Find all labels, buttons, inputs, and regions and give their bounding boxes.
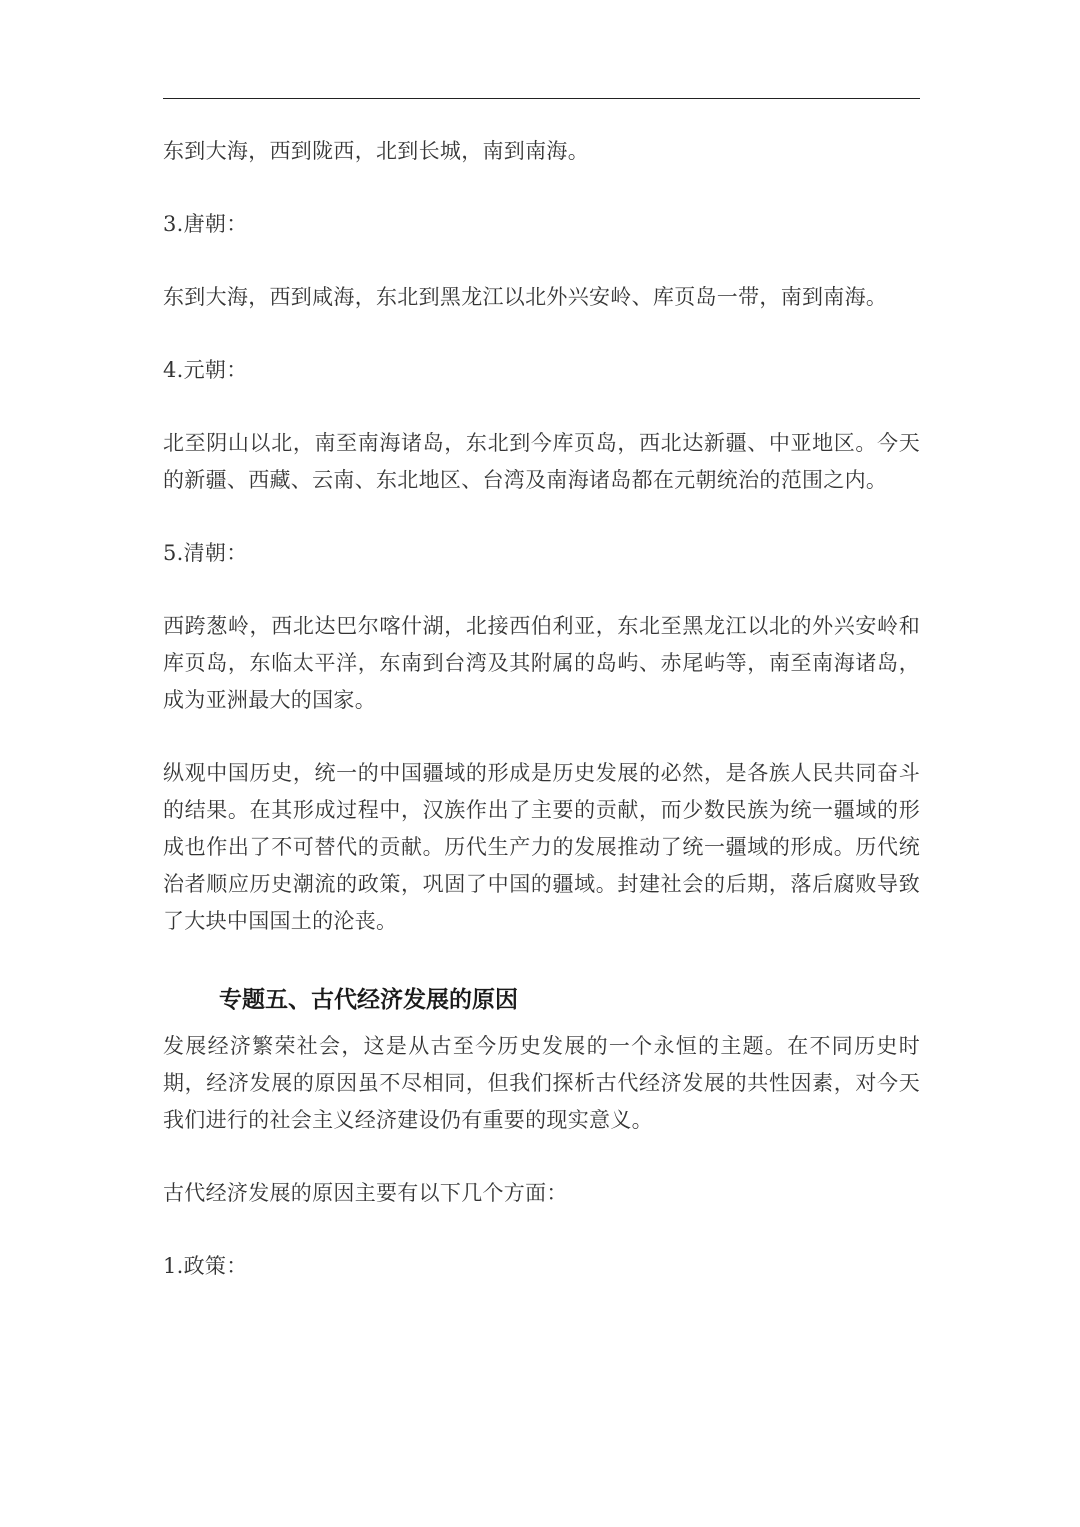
paragraph-qing-territory: 西跨葱岭，西北达巴尔喀什湖，北接西伯利亚，东北至黑龙江以北的外兴安岭和库页岛，东临太平洋，东南到台湾及其附属的岛屿、赤尾屿等，南至南海诸岛，成为亚洲最大的国家。 [163, 614, 920, 712]
paragraph-economy-reasons: 古代经济发展的原因主要有以下几个方面： [163, 1181, 568, 1205]
list-item-policy-label: 1.政策： [163, 1254, 248, 1278]
list-item-tang-label: 3.唐朝： [163, 212, 248, 236]
paragraph-summary: 纵观中国历史，统一的中国疆域的形成是历史发展的必然，是各族人民共同奋斗的结果。在其形成过程中，汉族作出了主要的贡献，而少数民族为统一疆域的形成也作出了不可替代的贡献。历代生产力的发展推动了统一疆域的形成。历代统治者顺应历史潮流的政策，巩固了中国的疆域。封建社会的后期，落后腐败导致了大块中国国土的沦丧。 [163, 761, 920, 933]
header-rule [163, 98, 920, 99]
paragraph-yuan-territory: 北至阴山以北，南至南海诸岛，东北到今库页岛，西北达新疆、中亚地区。今天的新疆、西藏、云南、东北地区、台湾及南海诸岛都在元朝统治的范围之内。 [163, 431, 920, 492]
list-item-yuan-label: 4.元朝： [163, 358, 248, 382]
page-content [163, 133, 920, 1285]
paragraph-qin-territory: 东到大海，西到陇西，北到长城，南到南海。 [163, 139, 589, 163]
section-heading: 专题五、古代经济发展的原因 [219, 987, 518, 1013]
paragraph-tang-territory: 东到大海，西到咸海，东北到黑龙江以北外兴安岭、库页岛一带，南到南海。 [163, 285, 888, 309]
paragraph-economy-intro: 发展经济繁荣社会，这是从古至今历史发展的一个永恒的主题。在不同历史时期，经济发展的原因虽不尽相同，但我们探析古代经济发展的共性因素，对今天我们进行的社会主义经济建设仍有重要的现实意义。 [163, 1034, 920, 1132]
list-item-qing-label: 5.清朝： [163, 541, 248, 565]
